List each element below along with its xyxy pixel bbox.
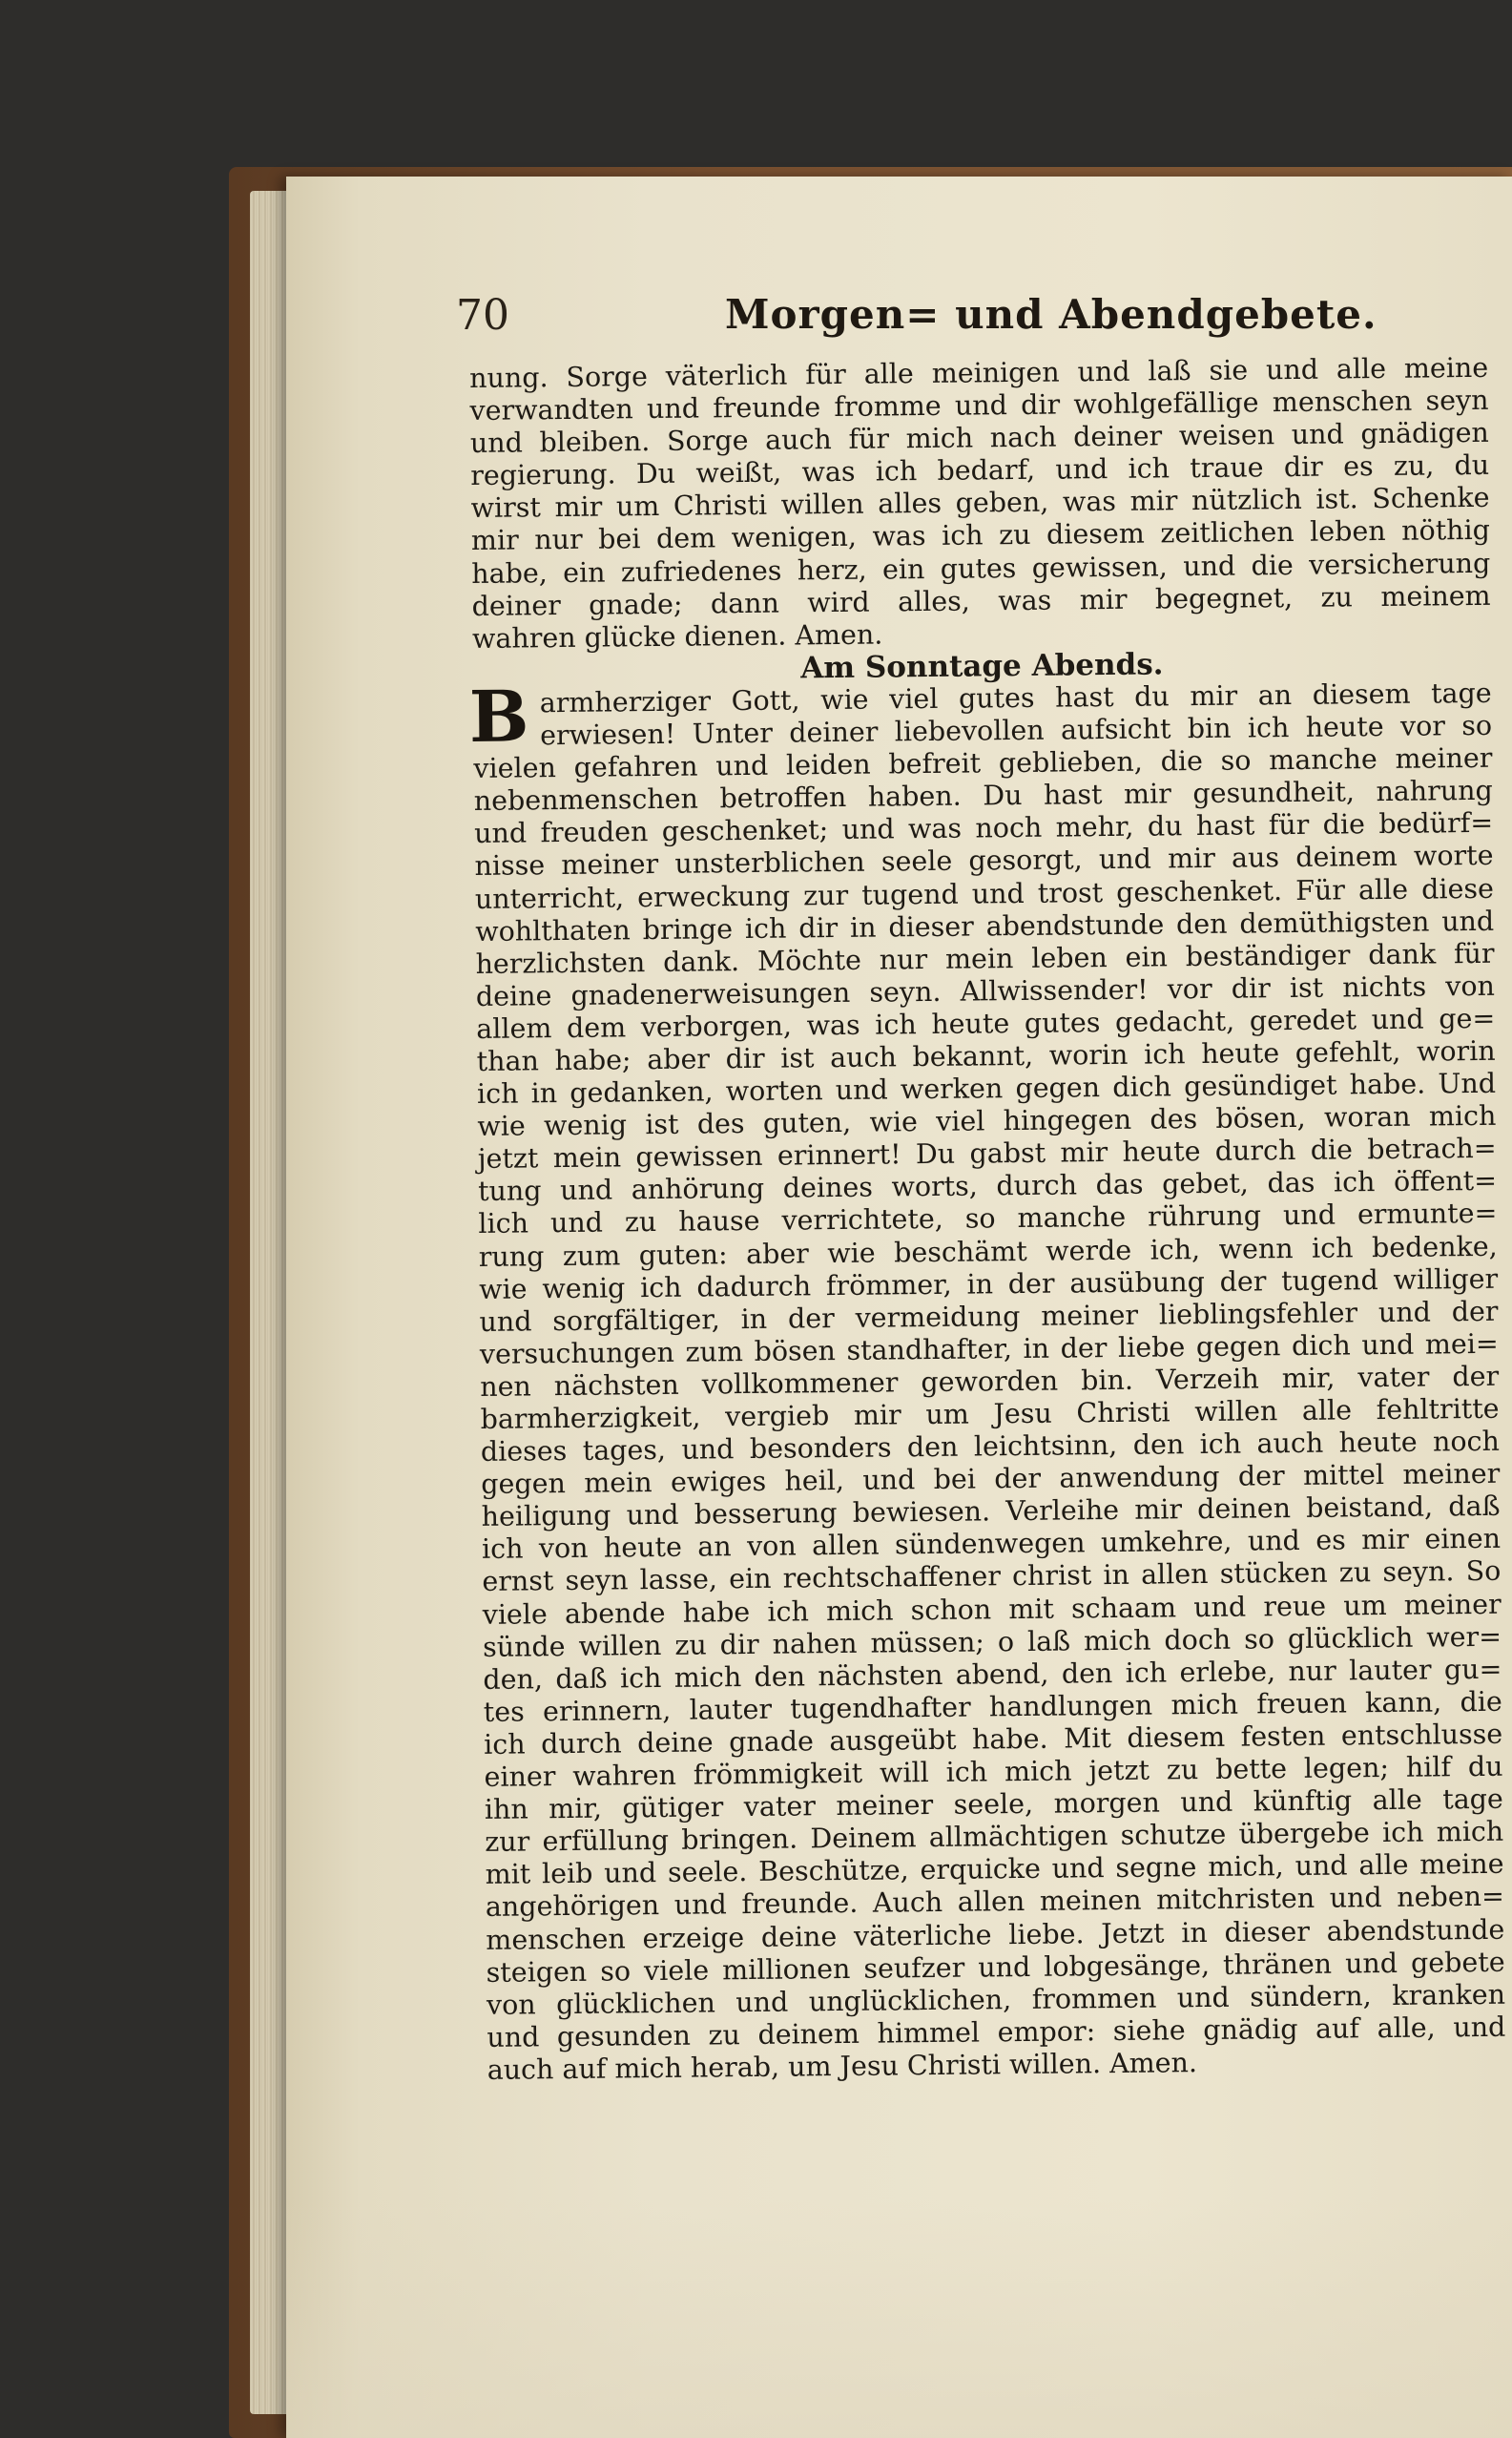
text-line: erwiesen! Unter deiner liebevollen aufsicht bin ich heute vor so: [539, 709, 1493, 752]
text-line: den, daß ich mich den nächsten abend, den ich erlebe, nur lauter gu=: [483, 1653, 1502, 1696]
text-line: wirst mir um Christi willen alles geben, was mir nützlich ist. Schenke: [470, 482, 1490, 525]
text-line: nebenmenschen betroffen haben. Du hast mir gesundheit, nahrung: [473, 775, 1493, 818]
text-line: einer wahren frömmigkeit will ich mich jetzt zu bette legen; hilf du: [484, 1750, 1503, 1793]
text-line: wohlthaten bringe ich dir in dieser abendstunde den demüthigsten und: [475, 905, 1495, 948]
text-line: ich von heute an von allen sündenwegen umkehre, und es mir einen: [481, 1523, 1502, 1566]
text-line: zur erfüllung bringen. Deinem allmächtigen schutze übergebe ich mich: [485, 1815, 1504, 1859]
text-line: auch auf mich herab, um Jesu Christi willen. Amen.: [487, 2046, 1198, 2086]
text-line: jetzt mein gewissen erinnert! Du gabst mir heute durch die betrach=: [477, 1133, 1497, 1176]
text-line: ich in gedanken, worten und werken gegen dich gesündiget habe. Und: [476, 1067, 1497, 1111]
drop-cap: B: [468, 676, 529, 759]
text-line: vielen gefahren und leiden befreit geblieben, die so manche meiner: [473, 741, 1493, 785]
section-heading: Am Sonntage Abends.: [800, 647, 1164, 686]
text-line: verwandten und freunde fromme und dir wohlgefällige menschen seyn: [469, 384, 1489, 427]
text-line: und bleiben. Sorge auch für mich nach deiner weisen und gnädigen: [469, 416, 1490, 460]
text-line: nen nächsten vollkommener geworden bin. Verzeih mir, vater der: [480, 1360, 1500, 1403]
text-line: nung. Sorge väterlich für alle meinigen und laß sie und alle meine: [469, 351, 1489, 394]
text-line: sünde willen zu dir nahen müssen; o laß mich doch so glücklich wer=: [482, 1620, 1502, 1663]
text-line: mit leib und seele. Beschütze, erquicke und segne mich, und alle meine: [485, 1848, 1504, 1891]
text-line: steigen so viele millionen seufzer und lobgesänge, thränen und gebete: [486, 1946, 1505, 1989]
page-body: [469, 352, 1506, 2087]
running-head: Morgen= und Abendgebete.: [725, 291, 1377, 338]
text-line: wie wenig ist des guten, wie viel hingegen des bösen, woran mich: [477, 1099, 1497, 1143]
text-line: mir nur bei dem wenigen, was ich zu diesem zeitlichen leben nöthig: [470, 514, 1491, 557]
text-line: angehörigen und freunde. Auch allen meinen mitchristen und neben=: [485, 1881, 1505, 1924]
text-line: dieses tages, und besonders den leichtsinn, den ich auch heute noch: [480, 1425, 1501, 1469]
text-line: ihn mir, gütiger vater meiner seele, morgen und künftig alle tage: [484, 1782, 1503, 1826]
text-line: lich und zu hause verrichtete, so manche rührung und ermunte=: [478, 1198, 1498, 1240]
text-line: regierung. Du weißt, was ich bedarf, und ich traue dir es zu, du: [470, 449, 1490, 492]
text-line: barmherzigkeit, vergieb mir um Jesu Christi willen alle fehltritte: [480, 1392, 1500, 1435]
page-bottom-shade: [286, 2199, 1512, 2438]
text-line: nisse meiner unsterblichen seele gesorgt, und mir aus deinem worte: [474, 840, 1494, 883]
text-line: armherziger Gott, wie viel gutes hast du mir an diesem tage: [539, 677, 1492, 719]
text-line: ich durch deine gnade ausgeübt habe. Mit diesem festen entschlusse: [483, 1718, 1503, 1761]
text-line: gegen mein ewiges heil, und bei der anwendung der mittel meiner: [481, 1457, 1501, 1501]
text-line: herzlichsten dank. Möchte nur mein leben ein beständiger dank für: [475, 937, 1495, 980]
text-line: und sorgfältiger, in der vermeidung meiner lieblingsfehler und der: [479, 1295, 1499, 1338]
text-line: unterricht, erweckung zur tugend und trost geschenket. Für alle diese: [474, 872, 1494, 915]
text-line: und gesunden zu deinem himmel empor: siehe gnädig auf alle, und: [487, 2011, 1506, 2053]
text-line: habe, ein zufriedenes herz, ein gutes gewissen, und die versicherung: [471, 547, 1491, 590]
text-line: deine gnadenerweisungen seyn. Allwissender! vor dir ist nichts von: [475, 969, 1496, 1012]
text-line: than habe; aber dir ist auch bekannt, worin ich heute gefehlt, worin: [476, 1034, 1496, 1077]
text-line: deiner gnade; dann wird alles, was mir begegnet, zu meinem: [471, 579, 1491, 622]
text-line: ernst seyn lasse, ein rechtschaffener christ in allen stücken zu seyn. So: [482, 1555, 1502, 1598]
text-line: menschen erzeige deine väterliche liebe. Jetzt in dieser abendstunde: [486, 1913, 1505, 1956]
text-line: allem dem verborgen, was ich heute gutes gedacht, geredet und ge=: [476, 1002, 1496, 1045]
text-line: viele abende habe ich mich schon mit schaam und reue um meiner: [482, 1588, 1502, 1631]
text-line: von glücklichen und unglücklichen, frommen und sündern, kranken: [486, 1978, 1506, 2021]
text-line: und freuden geschenket; und was noch mehr, du hast für die bedürf=: [473, 807, 1494, 850]
paragraph: [468, 676, 1506, 2087]
text-line: versuchungen zum bösen standhafter, in der liebe gegen dich und mei=: [479, 1327, 1499, 1370]
page-number: 70: [456, 291, 509, 340]
text-line: tes erinnern, lauter tugendhafter handlungen mich freuen kann, die: [483, 1685, 1502, 1728]
text-line: rung zum guten: aber wie beschämt werde ich, wenn ich bedenke,: [478, 1230, 1498, 1273]
text-line: heiligung und besserung bewiesen. Verleihe mir deinen beistand, daß: [481, 1490, 1501, 1533]
text-line: wie wenig ich dadurch frömmer, in der ausübung der tugend williger: [478, 1262, 1499, 1305]
text-line: tung und anhörung deines worts, durch das gebet, das ich öffent=: [477, 1165, 1498, 1208]
text-line: wahren glücke dienen. Amen.: [471, 618, 883, 655]
